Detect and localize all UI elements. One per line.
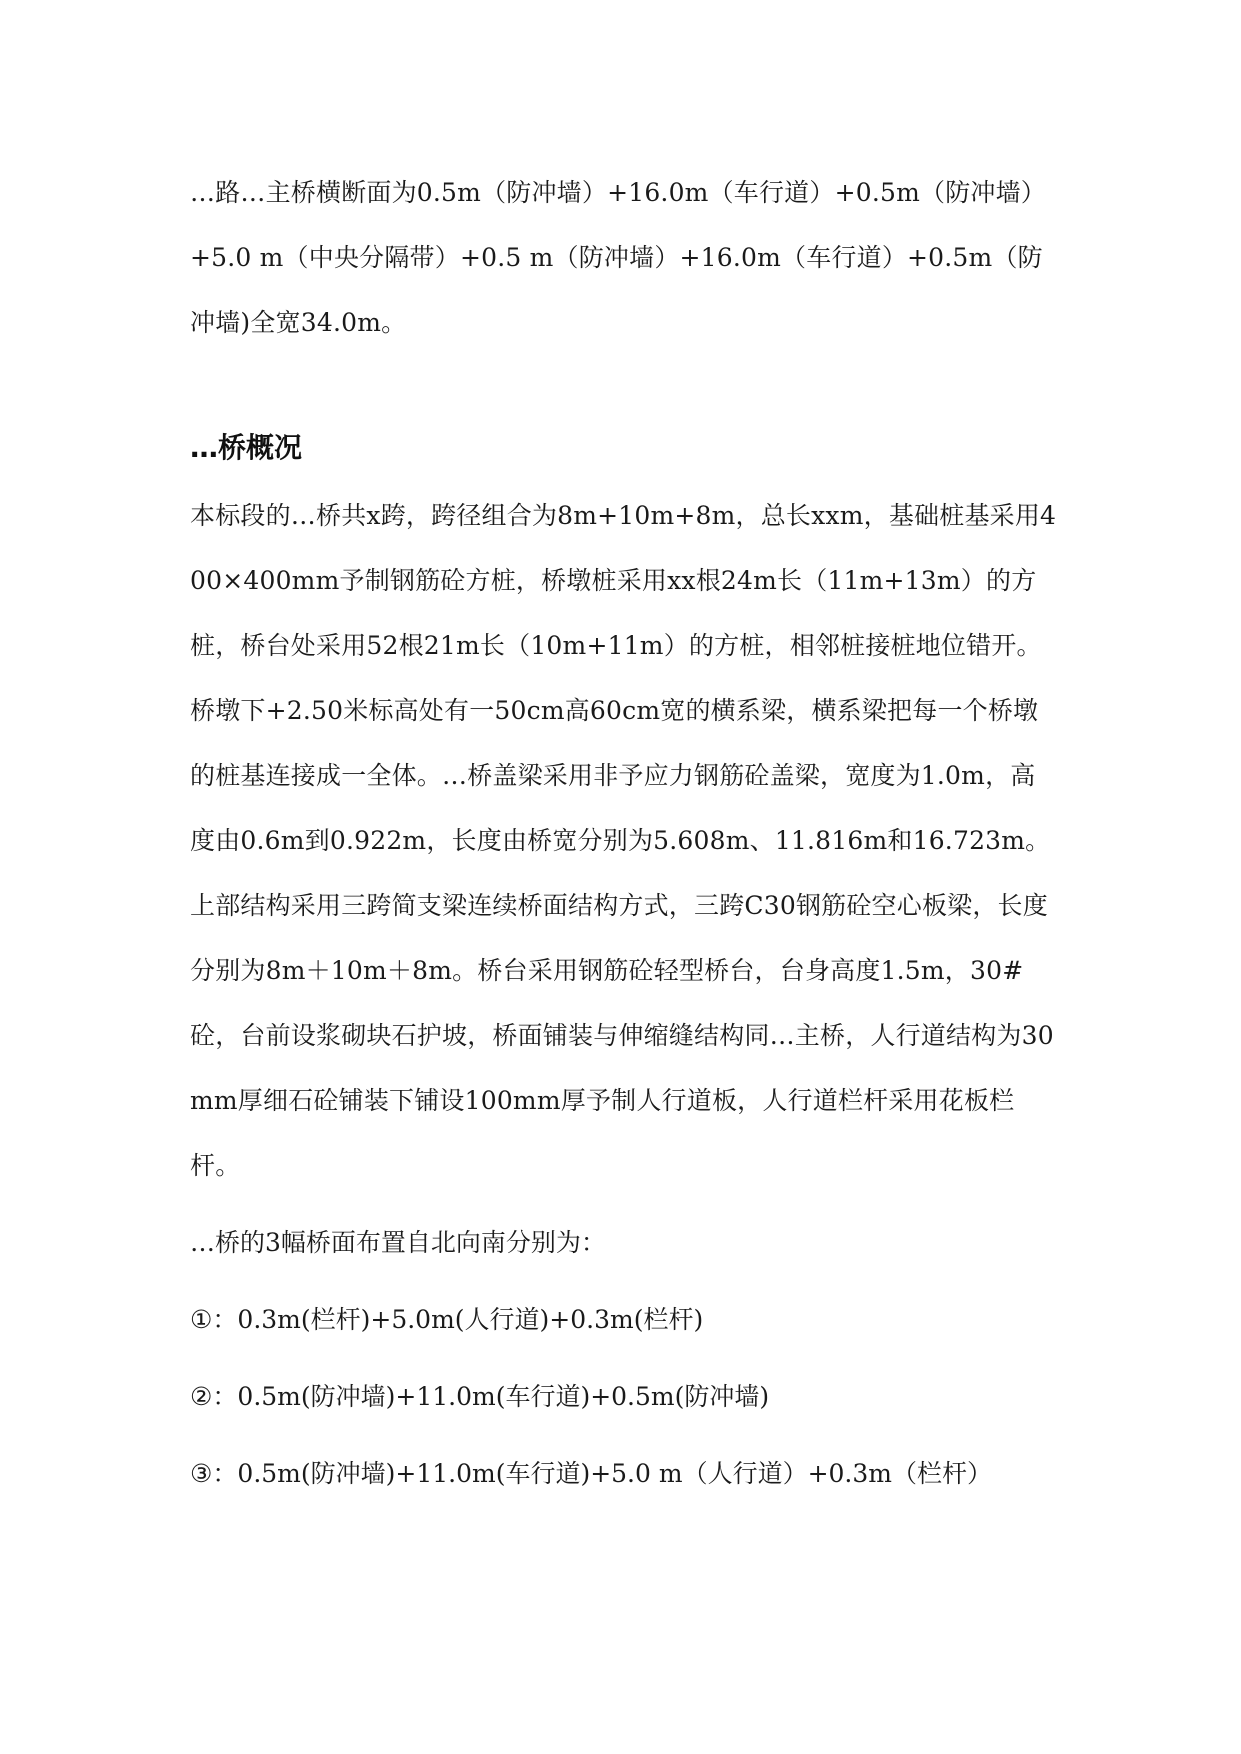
intro-paragraph: …路…主桥横断面为0.5m（防冲墙）+16.0m（车行道）+0.5m（防冲墙）+5.0 m（中央分隔带）+0.5 m（防冲墙）+16.0m（车行道）+0.5m（防冲墙)全宽34.0m。 [190,178,1046,337]
deck-layout-item-2: ②：0.5m(防冲墙)+11.0m(车行道)+0.5m(防冲墙) [190,1382,770,1411]
section-heading: …桥概况 [190,431,303,464]
deck-layout-intro: …桥的3幅桥面布置自北向南分别为： [190,1228,606,1257]
bridge-overview-paragraph: 本标段的…桥共x跨，跨径组合为8m+10m+8m，总长xxm，基础桩基采用400×400mm予制钢筋砼方桩，桥墩桩采用xx根24m长（11m+13m）的方桩，桥台处采用52根21m长（10m+11m）的方桩，相邻桩接桩地位错开。桥墩下+2.50米标高处有一50cm高60cm宽的横系梁，横系梁把每一个桥墩的桩基连接成一全体。…桥盖梁采用非予应力钢筋砼盖梁，宽度为1.0m，高度由0.6m到0.922m，长度由桥宽分别为5.608m、11.816m和16.723m。上部结构采用三跨简支梁连续桥面结构方式，三跨C30钢筋砼空心板梁，长度分别为8m＋10m＋8m。桥台采用钢筋砼轻型桥台，台身高度1.5m，30#砼，台前设浆砌块石护坡，桥面铺装与伸缩缝结构同…主桥，人行道结构为30mm厚细石砼铺装下铺设100mm厚予制人行道板，人行道栏杆采用花板栏杆。 [190,501,1057,1180]
deck-layout-item-3: ③：0.5m(防冲墙)+11.0m(车行道)+5.0 m（人行道）+0.3m（栏杆） [190,1459,992,1488]
deck-layout-item-1: ①：0.3m(栏杆)+5.0m(人行道)+0.3m(栏杆) [190,1305,704,1334]
document-content [190,160,1060,1506]
